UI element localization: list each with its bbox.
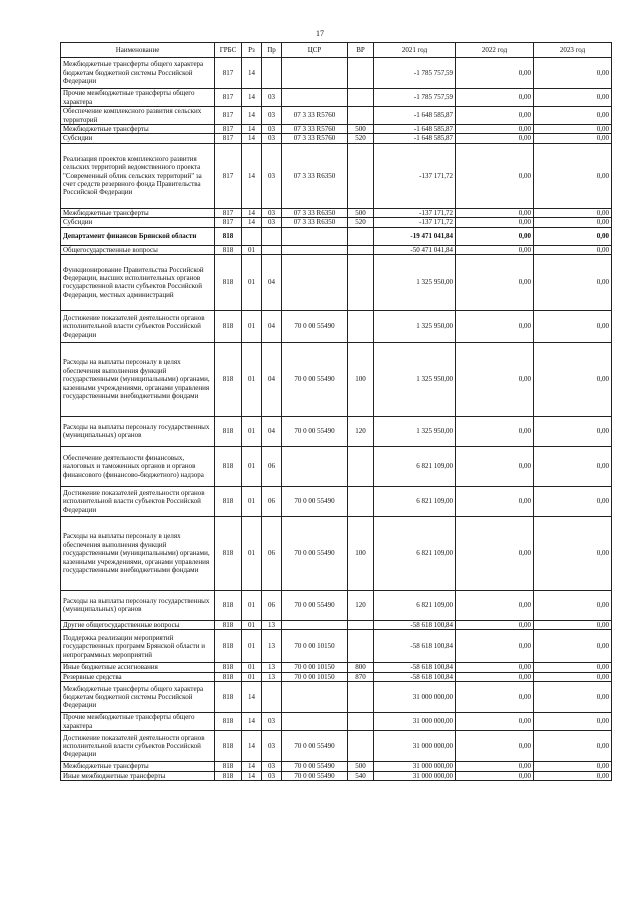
table-cell-vr: 120 (348, 416, 374, 446)
table-cell-name: Межбюджетные трансферты (61, 125, 215, 134)
table-cell-name: Межбюджетные трансферты (61, 762, 215, 771)
table-row (61, 682, 612, 713)
table-cell-name: Иные межбюджетные трансферты (61, 771, 215, 780)
table-row (61, 107, 612, 125)
table-cell-2023: 0,00 (534, 416, 612, 446)
table-cell-2022: 0,00 (456, 218, 534, 227)
table-cell-2021: -1 648 585,87 (374, 125, 456, 134)
table-cell-grbs: 818 (215, 682, 242, 713)
table-cell-rz: 14 (242, 125, 262, 134)
table-cell-rz: 01 (242, 342, 262, 416)
table-cell-grbs: 818 (215, 416, 242, 446)
table-cell-name: Расходы на выплаты персоналу в целях обеспечения выполнения функций государственными (муниципальными) органами, казенными учреждениями, органами управления государственными внебюджетными фондами (61, 516, 215, 590)
table-cell-csr: 70 0 00 10150 (282, 663, 348, 672)
table-cell-2021: 31 000 000,00 (374, 713, 456, 731)
table-row (61, 620, 612, 629)
table-cell-vr: 520 (348, 218, 374, 227)
table-cell-pr (262, 682, 282, 713)
table-cell-2022: 0,00 (456, 107, 534, 125)
table-cell-pr (262, 58, 282, 89)
table-cell-name: Реализация проектов комплексного развития сельских территорий ведомственного проекта "Современный облик сельских территорий" за счет средств резервного фонда Правительства Российской Федерации (61, 143, 215, 208)
table-cell-pr: 13 (262, 672, 282, 681)
table-cell-2022: 0,00 (456, 672, 534, 681)
table-cell-pr: 03 (262, 89, 282, 107)
table-cell-rz: 14 (242, 713, 262, 731)
table-cell-name: Функционирование Правительства Российской Федерации, высших исполнительных органов государственной власти субъектов Российской Федерации, местных администраций (61, 254, 215, 310)
table-cell-csr (282, 620, 348, 629)
table-row (61, 416, 612, 446)
table-cell-vr (348, 58, 374, 89)
table-cell-2023: 0,00 (534, 227, 612, 245)
table-cell-vr: 800 (348, 663, 374, 672)
table-cell-grbs: 818 (215, 342, 242, 416)
table-cell-2021: -1 648 585,87 (374, 107, 456, 125)
table-cell-csr: 70 0 00 55490 (282, 416, 348, 446)
table-cell-pr: 03 (262, 713, 282, 731)
table-cell-2021: 31 000 000,00 (374, 731, 456, 762)
table-cell-2021: 6 821 109,00 (374, 486, 456, 516)
table-cell-rz: 01 (242, 486, 262, 516)
table-cell-2022: 0,00 (456, 486, 534, 516)
table-row (61, 762, 612, 771)
table-cell-2022: 0,00 (456, 416, 534, 446)
table-row (61, 143, 612, 208)
table-cell-2021: -1 785 757,59 (374, 58, 456, 89)
table-cell-csr: 70 0 00 55490 (282, 486, 348, 516)
table-cell-2023: 0,00 (534, 310, 612, 342)
table-cell-2021: -58 618 100,84 (374, 663, 456, 672)
table-cell-rz: 14 (242, 771, 262, 780)
table-cell-grbs: 818 (215, 620, 242, 629)
table-cell-rz: 14 (242, 107, 262, 125)
table-cell-2022: 0,00 (456, 516, 534, 590)
table-cell-grbs: 818 (215, 516, 242, 590)
table-cell-2021: -1 785 757,59 (374, 89, 456, 107)
table-cell-grbs: 817 (215, 125, 242, 134)
table-cell-rz: 14 (242, 143, 262, 208)
table-cell-vr (348, 254, 374, 310)
table-cell-2022: 0,00 (456, 590, 534, 620)
table-cell-grbs: 818 (215, 771, 242, 780)
table-row (61, 731, 612, 762)
table-cell-rz: 01 (242, 310, 262, 342)
table-cell-rz: 01 (242, 590, 262, 620)
table-cell-csr (282, 227, 348, 245)
table-cell-pr: 03 (262, 107, 282, 125)
table-cell-2021: -137 171,72 (374, 208, 456, 217)
table-cell-rz: 01 (242, 672, 262, 681)
table-row (61, 208, 612, 217)
table-row (61, 672, 612, 681)
table-cell-pr: 04 (262, 310, 282, 342)
table-cell-pr: 06 (262, 486, 282, 516)
table-cell-2022: 0,00 (456, 310, 534, 342)
table-cell-2022: 0,00 (456, 342, 534, 416)
table-cell-vr (348, 227, 374, 245)
table-cell-pr: 13 (262, 663, 282, 672)
table-header-row (61, 43, 612, 58)
header-rz: Рз (242, 43, 262, 58)
table-cell-vr (348, 486, 374, 516)
table-body (61, 58, 612, 781)
table-cell-csr: 70 0 00 55490 (282, 590, 348, 620)
table-cell-csr: 70 0 00 55490 (282, 731, 348, 762)
table-cell-name: Обеспечение комплексного развития сельских территорий (61, 107, 215, 125)
table-cell-vr: 520 (348, 134, 374, 143)
table-row (61, 713, 612, 731)
table-cell-vr: 870 (348, 672, 374, 681)
table-cell-2023: 0,00 (534, 663, 612, 672)
table-cell-grbs: 818 (215, 590, 242, 620)
table-cell-2023: 0,00 (534, 620, 612, 629)
table-cell-2022: 0,00 (456, 89, 534, 107)
table-row (61, 310, 612, 342)
table-cell-2023: 0,00 (534, 218, 612, 227)
table-cell-name: Расходы на выплаты персоналу государственных (муниципальных) органов (61, 590, 215, 620)
table-row (61, 342, 612, 416)
table-cell-rz: 01 (242, 446, 262, 486)
table-cell-2023: 0,00 (534, 731, 612, 762)
table-row (61, 125, 612, 134)
table-cell-pr: 06 (262, 590, 282, 620)
table-cell-2023: 0,00 (534, 630, 612, 663)
table-cell-csr: 70 0 00 10150 (282, 672, 348, 681)
table-cell-2023: 0,00 (534, 125, 612, 134)
table-cell-grbs: 818 (215, 310, 242, 342)
table-cell-2023: 0,00 (534, 89, 612, 107)
table-cell-vr (348, 713, 374, 731)
table-cell-grbs: 817 (215, 143, 242, 208)
table-row (61, 590, 612, 620)
table-row (61, 218, 612, 227)
table-row (61, 486, 612, 516)
table-cell-grbs: 818 (215, 486, 242, 516)
table-cell-2023: 0,00 (534, 590, 612, 620)
table-cell-grbs: 817 (215, 89, 242, 107)
table-cell-2023: 0,00 (534, 516, 612, 590)
table-cell-vr (348, 731, 374, 762)
table-cell-rz: 14 (242, 762, 262, 771)
table-cell-grbs: 817 (215, 58, 242, 89)
table-cell-2021: -19 471 041,84 (374, 227, 456, 245)
table-cell-rz: 01 (242, 254, 262, 310)
table-cell-csr (282, 245, 348, 254)
table-cell-name: Общегосударственные вопросы (61, 245, 215, 254)
table-cell-pr: 03 (262, 762, 282, 771)
table-cell-2022: 0,00 (456, 58, 534, 89)
table-cell-rz: 14 (242, 218, 262, 227)
table-cell-csr (282, 682, 348, 713)
table-cell-name: Расходы на выплаты персоналу в целях обеспечения выполнения функций государственными (муниципальными) органами, казенными учреждениями, органами управления государственными внебюджетными фондами (61, 342, 215, 416)
table-cell-grbs: 818 (215, 762, 242, 771)
table-cell-vr (348, 107, 374, 125)
table-cell-name: Межбюджетные трансферты общего характера бюджетам бюджетной системы Российской Федерации (61, 682, 215, 713)
table-cell-2023: 0,00 (534, 762, 612, 771)
table-cell-grbs: 818 (215, 227, 242, 245)
table-cell-2022: 0,00 (456, 143, 534, 208)
table-row (61, 134, 612, 143)
table-cell-2022: 0,00 (456, 762, 534, 771)
table-cell-grbs: 818 (215, 446, 242, 486)
header-name: Наименование (61, 43, 215, 58)
table-cell-csr (282, 446, 348, 486)
table-cell-csr: 07 3 33 R5760 (282, 107, 348, 125)
table-cell-2022: 0,00 (456, 245, 534, 254)
table-cell-pr: 03 (262, 218, 282, 227)
table-cell-grbs: 817 (215, 107, 242, 125)
table-row (61, 630, 612, 663)
table-cell-2023: 0,00 (534, 672, 612, 681)
table-cell-2023: 0,00 (534, 143, 612, 208)
table-cell-2021: 1 325 950,00 (374, 342, 456, 416)
table-cell-csr (282, 58, 348, 89)
table-cell-2021: 1 325 950,00 (374, 310, 456, 342)
table-cell-vr: 120 (348, 590, 374, 620)
table-cell-pr: 03 (262, 771, 282, 780)
table-cell-2021: 6 821 109,00 (374, 516, 456, 590)
table-cell-pr: 03 (262, 134, 282, 143)
table-cell-name: Субсидии (61, 134, 215, 143)
table-cell-csr: 70 0 00 55490 (282, 771, 348, 780)
page-number: 17 (316, 29, 324, 38)
table-cell-pr: 13 (262, 620, 282, 629)
table-cell-rz: 01 (242, 663, 262, 672)
table-cell-2023: 0,00 (534, 107, 612, 125)
table-cell-name: Поддержка реализации мероприятий государственных программ Брянской области и непрограммных мероприятий (61, 630, 215, 663)
table-cell-rz: 14 (242, 89, 262, 107)
table-cell-name: Субсидии (61, 218, 215, 227)
table-cell-2023: 0,00 (534, 208, 612, 217)
table-cell-grbs: 818 (215, 731, 242, 762)
table-cell-csr: 70 0 00 55490 (282, 310, 348, 342)
table-cell-name: Межбюджетные трансферты общего характера бюджетам бюджетной системы Российской Федерации (61, 58, 215, 89)
header-vr: ВР (348, 43, 374, 58)
table-cell-name: Расходы на выплаты персоналу государственных (муниципальных) органов (61, 416, 215, 446)
table-cell-2022: 0,00 (456, 227, 534, 245)
table-cell-2023: 0,00 (534, 245, 612, 254)
table-cell-rz: 14 (242, 731, 262, 762)
table-cell-rz: 14 (242, 682, 262, 713)
table-row (61, 516, 612, 590)
table-cell-vr (348, 143, 374, 208)
table-cell-vr (348, 89, 374, 107)
table-cell-2021: 6 821 109,00 (374, 590, 456, 620)
table-cell-pr: 04 (262, 254, 282, 310)
table-cell-name: Межбюджетные трансферты (61, 208, 215, 217)
table-cell-csr: 70 0 00 55490 (282, 342, 348, 416)
table-cell-2021: 31 000 000,00 (374, 682, 456, 713)
table-cell-pr: 04 (262, 342, 282, 416)
table-cell-rz: 01 (242, 516, 262, 590)
table-cell-2021: 31 000 000,00 (374, 762, 456, 771)
table-cell-pr: 03 (262, 125, 282, 134)
table-cell-vr: 500 (348, 125, 374, 134)
table-cell-pr (262, 227, 282, 245)
table-cell-grbs: 818 (215, 630, 242, 663)
table-cell-csr (282, 254, 348, 310)
table-cell-csr: 70 0 00 55490 (282, 516, 348, 590)
table-cell-2021: -137 171,72 (374, 218, 456, 227)
table-cell-name: Достижение показателей деятельности органов исполнительной власти субъектов Российской Федерации (61, 731, 215, 762)
table-cell-2022: 0,00 (456, 208, 534, 217)
header-2023: 2023 год (534, 43, 612, 58)
table-cell-name: Департамент финансов Брянской области (61, 227, 215, 245)
table-cell-2023: 0,00 (534, 713, 612, 731)
budget-table (60, 42, 612, 781)
table-cell-2021: 31 000 000,00 (374, 771, 456, 780)
table-row (61, 58, 612, 89)
table-cell-name: Прочие межбюджетные трансферты общего характера (61, 89, 215, 107)
table-cell-grbs: 817 (215, 134, 242, 143)
table-cell-2021: 1 325 950,00 (374, 254, 456, 310)
table-cell-2022: 0,00 (456, 620, 534, 629)
table-cell-pr: 13 (262, 630, 282, 663)
table-row (61, 227, 612, 245)
table-cell-vr: 500 (348, 208, 374, 217)
table-cell-2021: -58 618 100,84 (374, 620, 456, 629)
table-cell-2023: 0,00 (534, 254, 612, 310)
table-cell-rz: 14 (242, 134, 262, 143)
header-pr: Пр (262, 43, 282, 58)
table-cell-csr: 07 3 33 R6350 (282, 208, 348, 217)
table-cell-name: Другие общегосударственные вопросы (61, 620, 215, 629)
table-cell-2021: 1 325 950,00 (374, 416, 456, 446)
table-cell-pr: 04 (262, 416, 282, 446)
table-cell-csr: 70 0 00 55490 (282, 762, 348, 771)
table-cell-vr: 540 (348, 771, 374, 780)
table-cell-csr: 07 3 33 R5760 (282, 134, 348, 143)
table-cell-2023: 0,00 (534, 134, 612, 143)
header-grbs: ГРБС (215, 43, 242, 58)
table-cell-2023: 0,00 (534, 682, 612, 713)
table-cell-2023: 0,00 (534, 58, 612, 89)
table-cell-2022: 0,00 (456, 446, 534, 486)
table-row (61, 245, 612, 254)
table-cell-2022: 0,00 (456, 713, 534, 731)
table-cell-rz: 01 (242, 620, 262, 629)
table-row (61, 663, 612, 672)
table-cell-vr (348, 620, 374, 629)
table-cell-pr: 03 (262, 208, 282, 217)
table-cell-2022: 0,00 (456, 771, 534, 780)
table-cell-csr: 07 3 33 R6350 (282, 218, 348, 227)
table-cell-2022: 0,00 (456, 125, 534, 134)
table-cell-name: Достижение показателей деятельности органов исполнительной власти субъектов Российской Федерации (61, 486, 215, 516)
table-cell-2021: -1 648 585,87 (374, 134, 456, 143)
table-cell-grbs: 817 (215, 218, 242, 227)
table-cell-vr (348, 310, 374, 342)
header-2022: 2022 год (456, 43, 534, 58)
table-cell-2022: 0,00 (456, 630, 534, 663)
table-cell-grbs: 818 (215, 663, 242, 672)
table-cell-pr: 03 (262, 731, 282, 762)
table-cell-vr: 500 (348, 762, 374, 771)
table-cell-pr (262, 245, 282, 254)
table-cell-2022: 0,00 (456, 682, 534, 713)
table-cell-2021: -58 618 100,84 (374, 630, 456, 663)
table-cell-2022: 0,00 (456, 134, 534, 143)
table-cell-2021: -58 618 100,84 (374, 672, 456, 681)
table-cell-grbs: 818 (215, 245, 242, 254)
table-cell-rz (242, 227, 262, 245)
table-cell-grbs: 817 (215, 208, 242, 217)
table-cell-2022: 0,00 (456, 731, 534, 762)
table-cell-rz: 01 (242, 416, 262, 446)
table-cell-2023: 0,00 (534, 771, 612, 780)
header-csr: ЦСР (282, 43, 348, 58)
table-cell-rz: 01 (242, 630, 262, 663)
table-cell-pr: 03 (262, 143, 282, 208)
table-cell-2023: 0,00 (534, 446, 612, 486)
table-cell-grbs: 818 (215, 713, 242, 731)
table-cell-name: Иные бюджетные ассигнования (61, 663, 215, 672)
table-cell-name: Достижение показателей деятельности органов исполнительной власти субъектов Российской Федерации (61, 310, 215, 342)
table-row (61, 254, 612, 310)
table-cell-csr: 07 3 33 R6350 (282, 143, 348, 208)
table-cell-2023: 0,00 (534, 486, 612, 516)
table-cell-grbs: 818 (215, 254, 242, 310)
table-cell-csr (282, 713, 348, 731)
header-2021: 2021 год (374, 43, 456, 58)
table-cell-pr: 06 (262, 516, 282, 590)
table-row (61, 89, 612, 107)
table-cell-2023: 0,00 (534, 342, 612, 416)
table-cell-vr (348, 245, 374, 254)
table-cell-2021: -137 171,72 (374, 143, 456, 208)
table-cell-2022: 0,00 (456, 663, 534, 672)
table-cell-pr: 06 (262, 446, 282, 486)
table-cell-vr (348, 682, 374, 713)
table-cell-name: Обеспечение деятельности финансовых, налоговых и таможенных органов и органов финансового (финансово-бюджетного) надзора (61, 446, 215, 486)
table-row (61, 771, 612, 780)
table-cell-2021: -50 471 041,84 (374, 245, 456, 254)
table-cell-grbs: 818 (215, 672, 242, 681)
table-cell-name: Резервные средства (61, 672, 215, 681)
table-cell-csr: 70 0 00 10150 (282, 630, 348, 663)
table-cell-csr (282, 89, 348, 107)
table-cell-name: Прочие межбюджетные трансферты общего характера (61, 713, 215, 731)
table-cell-2021: 6 821 109,00 (374, 446, 456, 486)
table-cell-vr: 100 (348, 342, 374, 416)
table-cell-csr: 07 3 33 R5760 (282, 125, 348, 134)
table-cell-rz: 14 (242, 208, 262, 217)
table-cell-rz: 14 (242, 58, 262, 89)
table-cell-2022: 0,00 (456, 254, 534, 310)
table-cell-vr (348, 446, 374, 486)
table-cell-rz: 01 (242, 245, 262, 254)
table-row (61, 446, 612, 486)
table-cell-vr: 100 (348, 516, 374, 590)
table-cell-vr (348, 630, 374, 663)
